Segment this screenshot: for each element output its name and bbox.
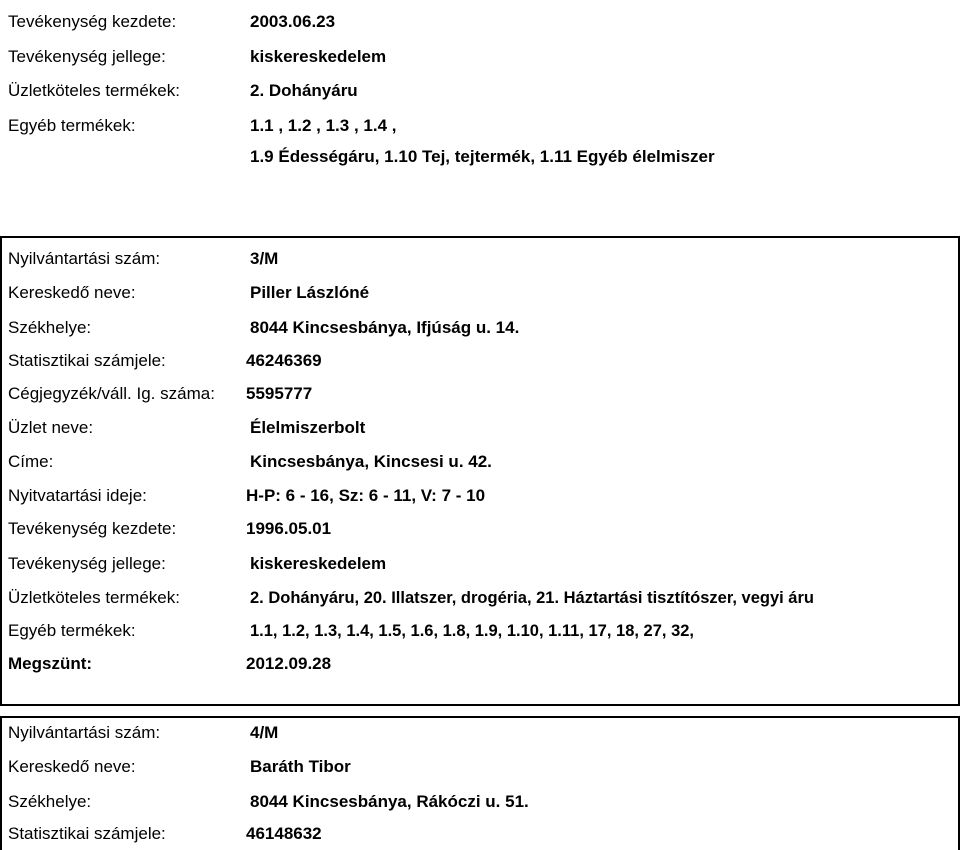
field-value-other-products-continued: 1.9 Édességáru, 1.10 Tej, tejtermék, 1.11 Egyéb élelmiszer — [250, 147, 715, 166]
field-label-activity-start: Tevékenység kezdete: — [8, 12, 177, 31]
field-label-opening-hours: Nyitvatartási ideje: — [8, 486, 147, 505]
field-value-headquarters: 8044 Kincsesbánya, Ifjúság u. 14. — [250, 318, 520, 337]
record-border-left-2 — [0, 716, 2, 850]
record-border-left — [0, 236, 2, 706]
field-value-other-products: 1.1, 1.2, 1.3, 1.4, 1.5, 1.6, 1.8, 1.9, 1.10, 1.11, 17, 18, 27, 32, — [250, 622, 695, 640]
field-label-trader-name: Kereskedő neve: — [8, 757, 136, 776]
field-label-licensed-products: Üzletköteles termékek: — [8, 588, 180, 607]
record-divider-top — [0, 236, 960, 238]
field-value-opening-hours: H-P: 6 - 16, Sz: 6 - 11, V: 7 - 10 — [246, 486, 486, 505]
record-divider-top-2 — [0, 716, 960, 718]
field-value-other-products: 1.1 , 1.2 , 1.3 , 1.4 , — [250, 116, 397, 135]
field-label-company-registry: Cégjegyzék/váll. Ig. száma: — [8, 384, 215, 403]
field-value-trader-name: Piller Lászlóné — [250, 283, 370, 302]
field-label-activity-type: Tevékenység jellege: — [8, 47, 166, 66]
field-label-other-products: Egyéb termékek: — [8, 116, 136, 135]
field-value-activity-start: 2003.06.23 — [250, 12, 336, 31]
field-value-registry-number: 3/M — [250, 249, 279, 268]
field-label-licensed-products: Üzletköteles termékek: — [8, 81, 180, 100]
field-value-registry-number: 4/M — [250, 723, 279, 742]
field-value-activity-type: kiskereskedelem — [250, 554, 387, 573]
record-divider-bottom — [0, 704, 960, 706]
field-value-closed: 2012.09.28 — [246, 654, 332, 673]
field-label-headquarters: Székhelye: — [8, 318, 92, 337]
field-value-licensed-products: 2. Dohányáru, 20. Illatszer, drogéria, 21. Háztartási tisztítószer, vegyi áru — [250, 589, 814, 607]
field-value-shop-name: Élelmiszerbolt — [250, 418, 366, 437]
field-label-activity-type: Tevékenység jellege: — [8, 554, 166, 573]
field-value-headquarters: 8044 Kincsesbánya, Rákóczi u. 51. — [250, 792, 529, 811]
field-label-address: Címe: — [8, 452, 54, 471]
field-label-registry-number: Nyilvántartási szám: — [8, 249, 161, 268]
field-label-trader-name: Kereskedő neve: — [8, 283, 136, 302]
field-value-statistical-number: 46246369 — [246, 351, 322, 370]
field-value-activity-start: 1996.05.01 — [246, 519, 332, 538]
field-label-activity-start: Tevékenység kezdete: — [8, 519, 177, 538]
field-value-licensed-products: 2. Dohányáru — [250, 81, 358, 100]
field-label-closed: Megszünt: — [8, 654, 93, 673]
field-label-registry-number: Nyilvántartási szám: — [8, 723, 161, 742]
field-value-statistical-number: 46148632 — [246, 824, 322, 843]
field-label-shop-name: Üzlet neve: — [8, 418, 94, 437]
field-value-trader-name: Baráth Tibor — [250, 757, 351, 776]
field-value-address: Kincsesbánya, Kincsesi u. 42. — [250, 452, 492, 471]
field-value-activity-type: kiskereskedelem — [250, 47, 387, 66]
field-label-statistical-number: Statisztikai számjele: — [8, 351, 166, 370]
field-label-statistical-number: Statisztikai számjele: — [8, 824, 166, 843]
field-value-company-registry: 5595777 — [246, 384, 313, 403]
field-label-headquarters: Székhelye: — [8, 792, 92, 811]
field-label-other-products: Egyéb termékek: — [8, 621, 136, 640]
